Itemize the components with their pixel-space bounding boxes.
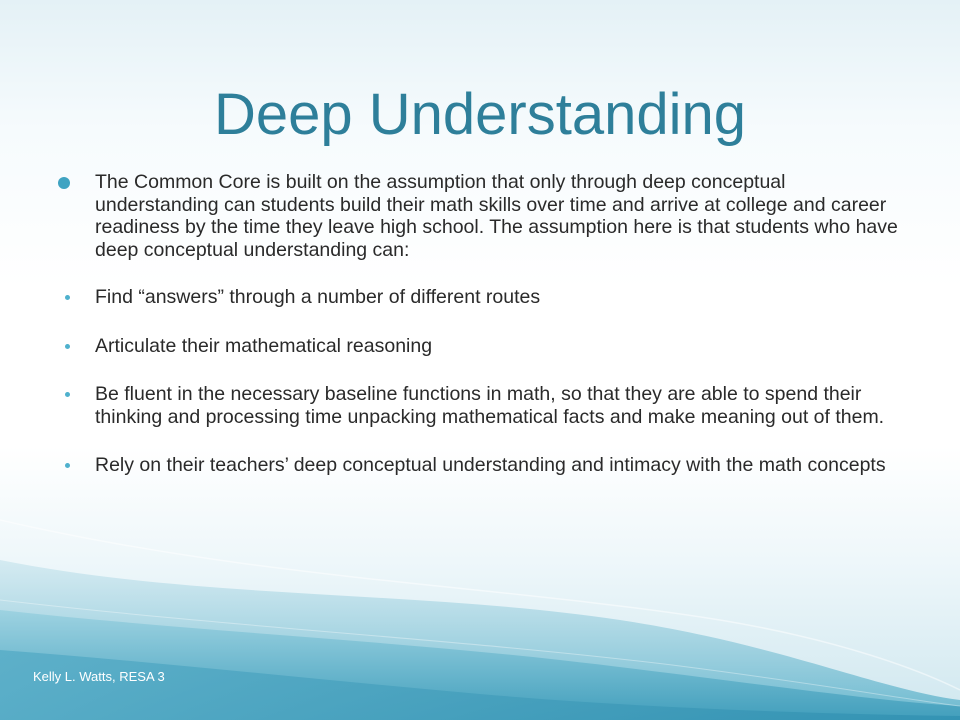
bullet-dot-icon bbox=[58, 177, 70, 189]
list-item bbox=[95, 286, 910, 309]
list-item bbox=[95, 335, 910, 358]
bullet-dot-icon bbox=[65, 295, 70, 300]
footer-author: Kelly L. Watts, RESA 3 bbox=[33, 669, 165, 684]
list-item-text: Find “answers” through a number of different routes bbox=[95, 286, 541, 308]
intro-text: The Common Core is built on the assumption that only through deep conceptual understanding can students build their math skills over time and arrive at college and career readiness by the time they leave high school. The assumption here is that students who have deep conceptual understanding can: bbox=[95, 171, 898, 261]
bullet-dot-icon bbox=[65, 344, 70, 349]
list-item bbox=[95, 454, 910, 477]
list-item-text: Articulate their mathematical reasoning bbox=[95, 334, 433, 357]
list-item bbox=[95, 383, 910, 428]
bullet-dot-icon bbox=[65, 392, 70, 397]
bullet-dot-icon bbox=[65, 463, 70, 468]
list-item-text: Be fluent in the necessary baseline functions in math, so that they are able to spend their thinking and processing time unpacking mathematical facts and make meaning out of them. bbox=[95, 383, 885, 428]
bullet-list bbox=[95, 171, 910, 503]
slide-title: Deep Understanding bbox=[213, 82, 747, 147]
intro-bullet bbox=[95, 171, 910, 261]
list-item-text: Rely on their teachers’ deep conceptual understanding and intimacy with the math concepts bbox=[95, 454, 886, 476]
